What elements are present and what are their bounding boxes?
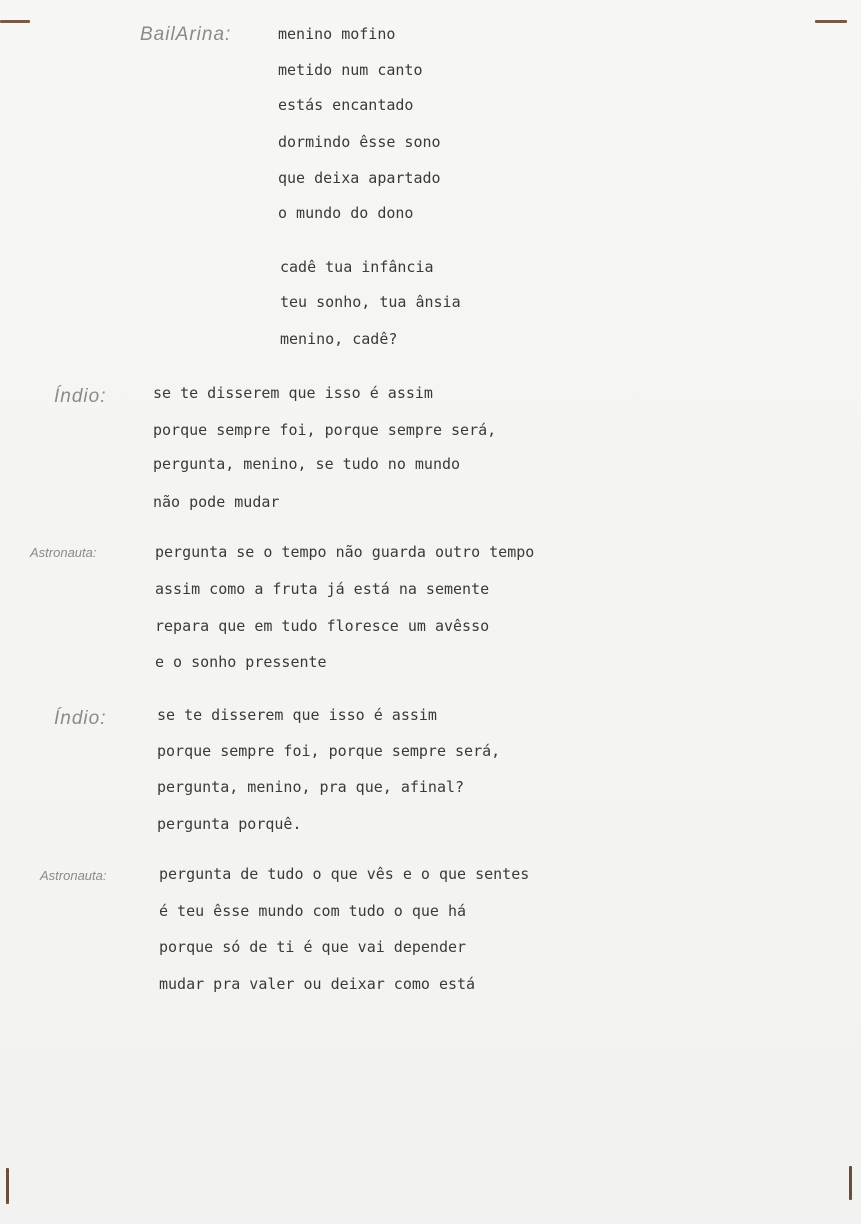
- speaker-bailarina: BailArina:: [140, 24, 232, 45]
- verse-line: estás encantado: [278, 96, 414, 114]
- verse-line: assim como a fruta já está na semente: [155, 580, 490, 598]
- verse-line: se te disserem que isso é assim: [157, 706, 437, 724]
- verse-line: pergunta se o tempo não guarda outro tempo: [155, 543, 535, 561]
- verse-line: porque só de ti é que vai depender: [159, 938, 467, 956]
- corner-mark-top-right: [815, 20, 847, 23]
- verse-line: o mundo do dono: [278, 204, 414, 222]
- verse-line: e o sonho pressente: [155, 653, 327, 671]
- verse-line: menino mofino: [278, 25, 396, 43]
- verse-line: que deixa apartado: [278, 169, 441, 187]
- speaker-astronauta: Astronauta:: [40, 868, 107, 883]
- verse-line: é teu êsse mundo com tudo o que há: [159, 902, 467, 920]
- speaker-indio: Índio:: [54, 386, 107, 407]
- verse-line: pergunta de tudo o que vês e o que sentes: [159, 865, 530, 883]
- edge-mark-bottom-left: [6, 1168, 9, 1204]
- verse-line: se te disserem que isso é assim: [153, 384, 433, 402]
- speaker-indio: Índio:: [54, 708, 107, 729]
- verse-line: dormindo êsse sono: [278, 133, 441, 151]
- verse-line: pergunta porquê.: [157, 815, 302, 833]
- verse-line: porque sempre foi, porque sempre será,: [157, 742, 501, 760]
- edge-mark-bottom-right: [849, 1166, 852, 1200]
- corner-mark-top-left: [0, 20, 30, 23]
- verse-line: mudar pra valer ou deixar como está: [159, 975, 476, 993]
- verse-line: pergunta, menino, se tudo no mundo: [153, 455, 461, 473]
- verse-line: pergunta, menino, pra que, afinal?: [157, 778, 465, 796]
- verse-line: metido num canto: [278, 61, 423, 79]
- verse-line: teu sonho, tua ânsia: [280, 293, 461, 311]
- verse-line: cadê tua infância: [280, 258, 434, 276]
- verse-line: repara que em tudo floresce um avêsso: [155, 617, 490, 635]
- speaker-astronauta: Astronauta:: [30, 545, 97, 560]
- verse-line: porque sempre foi, porque sempre será,: [153, 421, 497, 439]
- verse-line: menino, cadê?: [280, 330, 398, 348]
- verse-line: não pode mudar: [153, 493, 280, 511]
